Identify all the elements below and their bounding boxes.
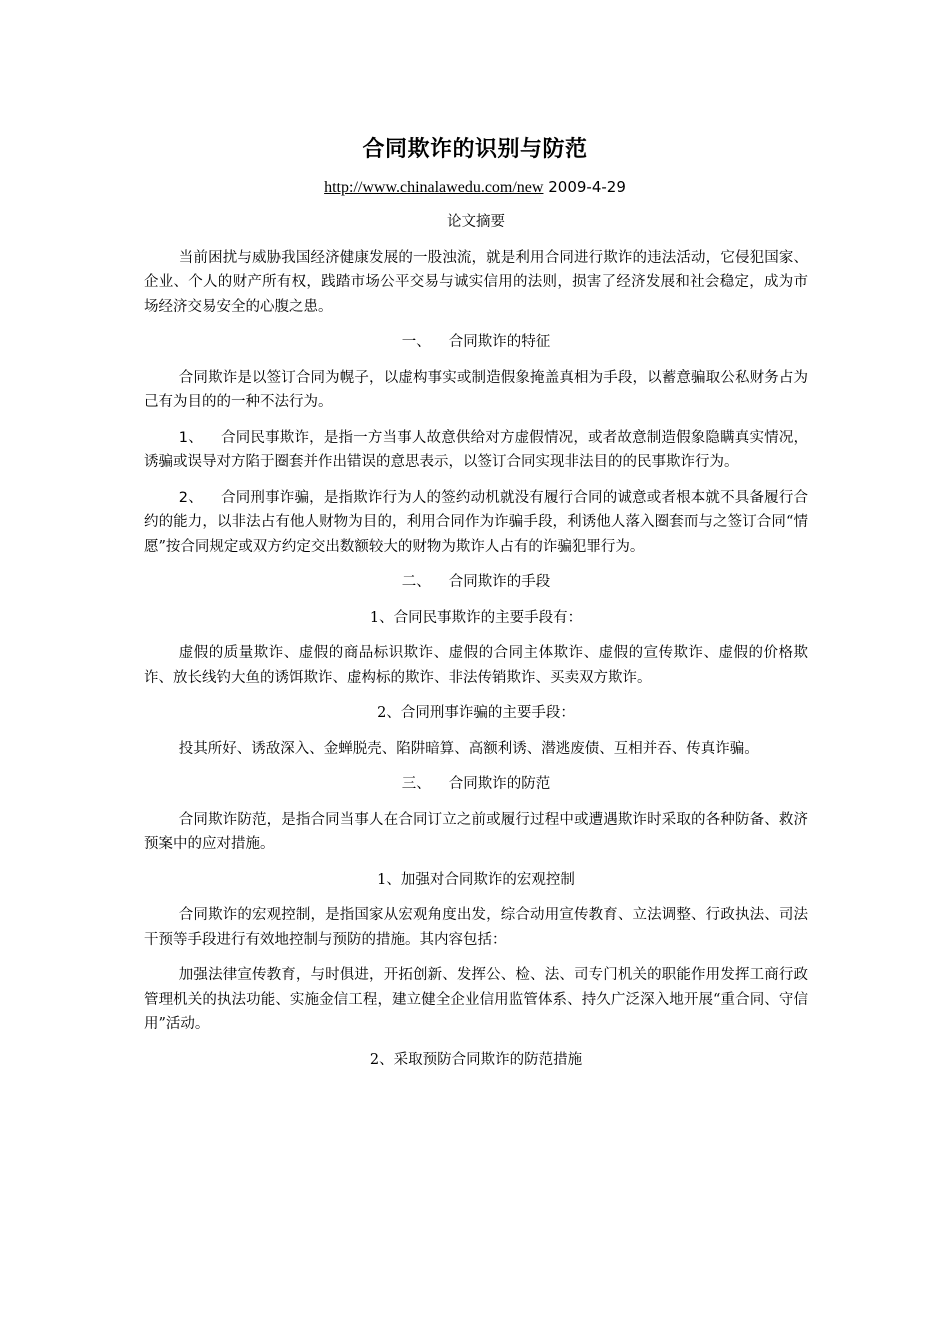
section-2-number: 二、 [401,574,431,590]
section-2-sub-1-heading: 1、合同民事欺诈的主要手段有： [369,609,583,626]
section-2-title: 合同欺诈的手段 [448,574,551,590]
section-1-item-1 [144,426,808,475]
section-2-heading [144,570,808,595]
section-3-intro: 合同欺诈防范，是指合同当事人在合同订立之前或履行过程中或遭遇欺诈时采取的各种防备、救济预案中的应对措施。 [144,811,808,852]
abstract-heading: 论文摘要 [447,214,505,230]
source-line [0,176,950,199]
source-url-link[interactable]: http://www.chinalawedu.com/new [324,179,544,196]
section-3-title: 合同欺诈的防范 [448,776,551,792]
section-3-number: 三、 [401,776,431,792]
section-1-item-2-text: 合同刑事诈骗，是指欺诈行为人的签约动机就没有履行合同的诚意或者根本就不具备履行合约的能力，以非法占有他人财物为目的，利用合同作为诈骗手段，利诱他人落入圈套而与之签订合同“情愿”按合同规定或双方约定交出数额较大的财物为欺诈人占有的诈骗犯罪行为。 [144,489,809,555]
section-2-sub-2-heading: 2、合同刑事诈骗的主要手段： [377,705,575,721]
document-body [144,210,808,1083]
section-1-number: 一、 [401,334,431,350]
section-1-item-1-number: 1、 [178,429,203,446]
section-3-sub-1-text-2: 加强法律宣传教育，与时俱进，开拓创新、发挥公、检、法、司专门机关的职能作用发挥工商行政管理机关的执法功能、实施金信工程，建立健全企业信用监管体系、持久广泛深入地开展“重合同、守信用”活动。 [144,967,808,1032]
section-1-heading [144,330,808,355]
document-title: 合同欺诈的识别与防范 [362,137,588,162]
source-date: 2009-4-29 [548,178,626,196]
section-3-heading [144,772,808,797]
section-3-sub-1-heading: 1、加强对合同欺诈的宏观控制 [377,871,575,888]
section-1-item-2-number: 2、 [178,489,203,506]
section-1-item-1-text: 合同民事欺诈，是指一方当事人故意供给对方虚假情况，或者故意制造假象隐瞒真实情况，诱骗或误导对方陷于圈套并作出错误的意思表示，以签订合同实现非法目的的民事欺诈行为。 [144,429,809,470]
section-3-sub-2-heading: 2、采取预防合同欺诈的防范措施 [369,1051,583,1068]
section-1-title: 合同欺诈的特征 [448,334,551,350]
section-2-sub-2-text: 投其所好、诱敌深入、金蝉脱壳、陷阱暗算、高额利诱、潜逃废债、互相并吞、传真诈骗。 [178,740,759,757]
section-2-sub-1-text: 虚假的质量欺诈、虚假的商品标识欺诈、虚假的合同主体欺诈、虚假的宣传欺诈、虚假的价格欺诈、放长线钓大鱼的诱饵欺诈、虚构标的欺诈、非法传销欺诈、买卖双方欺诈。 [144,645,808,686]
section-1-item-2 [144,486,808,560]
section-1-intro: 合同欺诈是以签订合同为幌子，以虚构事实或制造假象掩盖真相为手段，以蓄意骗取公私财务占为己有为目的的一种不法行为。 [144,369,808,410]
abstract-paragraph: 当前困扰与威胁我国经济健康发展的一股浊流，就是利用合同进行欺诈的违法活动，它侵犯国家、企业、个人的财产所有权，践踏市场公平交易与诚实信用的法则，损害了经济发展和社会稳定，成为市场经济交易安全的心腹之患。 [144,249,808,315]
section-3-sub-1-text: 合同欺诈的宏观控制，是指国家从宏观角度出发，综合动用宣传教育、立法调整、行政执法、司法干预等手段进行有效地控制与预防的措施。其内容包括： [144,907,808,948]
